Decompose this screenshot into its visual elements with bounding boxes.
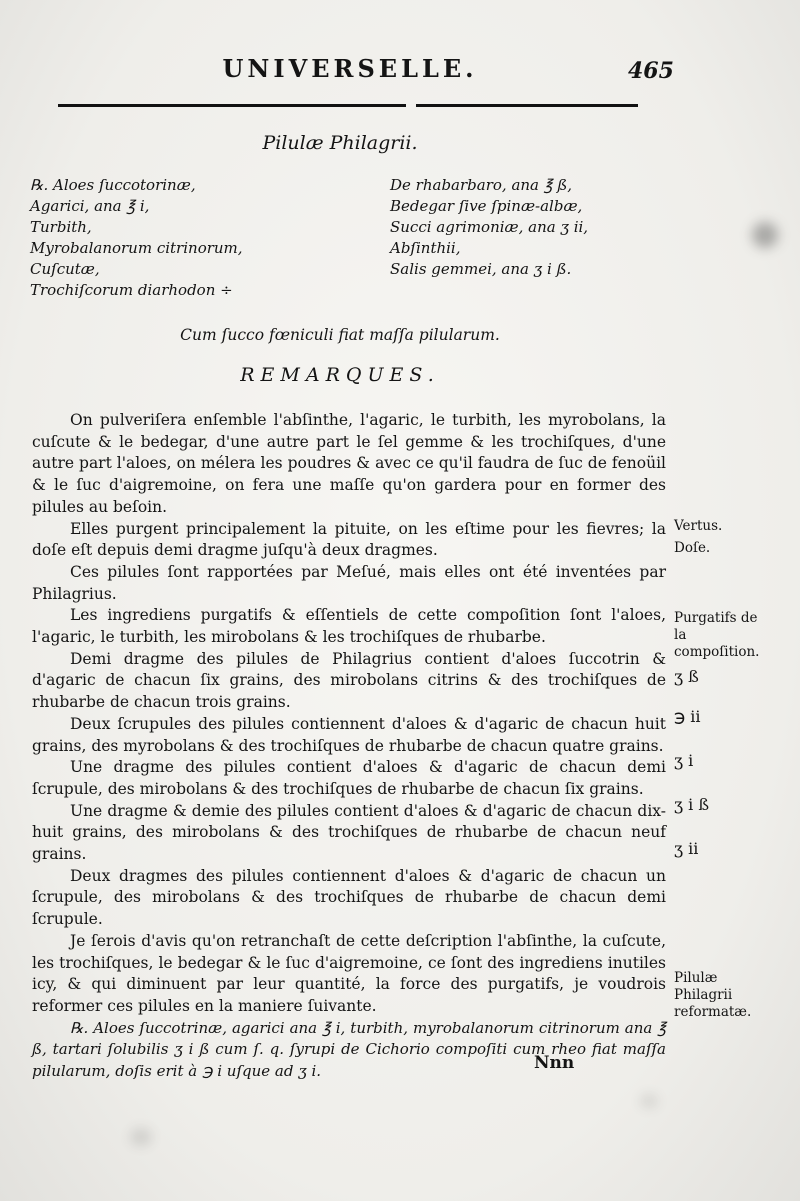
- margin-note-reformatae: Pilulæ Philagrii reformatæ.: [674, 970, 752, 1020]
- paragraph: Les ingrediens purgatifs & eſſentiels de cette compoſition ſont l'aloes, l'agaric, le turbith, les mirobolans & les trochiſques de rhubarbe.: [32, 606, 666, 647]
- paragraph: Demi dragme des pilules de Philagrius contient d'aloes ſuccotrin & d'agaric de chacun ſix grains, des mirobolans citrins & des trochiſques de rhubarbe de chacun trois grains.: [32, 649, 666, 712]
- margin-dose-one-dram: ʒ i: [674, 751, 694, 770]
- ingredient-line: Myrobalanorum citrinorum,: [30, 239, 243, 257]
- ingredient-line: Cuſcutæ,: [30, 260, 100, 278]
- remarks-heading: REMARQUES.: [240, 364, 440, 386]
- paragraph: Elles purgent principalement la pituite, on les eſtime pour les fievres; la doſe eſt depuis demi dragme juſqu'à deux dragmes.: [32, 519, 666, 560]
- paragraph: Je ſerois d'avis qu'on retranchaſt de cette deſcription l'abſinthe, la cuſcute, les trochiſques, le bedegar & le ſuc d'aigremoine, ce ſont des ingrediens inutiles icy, & qui diminuent par leur quantité, la force des purgatifs, je voudrois reformer ces pilules en la maniere ſuivante.: [32, 931, 666, 1015]
- margin-dose-one-half-dram: ʒ i ß: [674, 795, 710, 814]
- ingredient-line: Salis gemmei, ana ʒ i ß.: [390, 260, 572, 278]
- header-rule: [416, 104, 638, 107]
- ingredient-line: Trochiſcorum diarhodon ÷: [30, 281, 233, 299]
- ink-smudge: [640, 1094, 658, 1108]
- paragraph: Deux dragmes des pilules contiennent d'aloes & d'agaric de chacun un ſcrupule, des mirobolans & des trochiſques de rhubarbe de chacun demi ſcrupule.: [32, 866, 666, 929]
- margin-dose-two-drams: ʒ ii: [674, 839, 699, 858]
- recipe-ingredients-right: [390, 175, 588, 280]
- header-rule: [58, 104, 406, 107]
- ink-smudge: [752, 222, 778, 248]
- ingredient-line: Abſinthii,: [390, 239, 461, 257]
- ingredient-line: ℞. Aloes ſuccotorinæ,: [30, 176, 196, 194]
- remarks-body: [32, 410, 666, 1083]
- paragraph: Une dragme & demie des pilules contient d'aloes & d'agaric de chacun dix-huit grains, des mirobolans & des trochiſques de rhubarbe de chacun neuf grains.: [32, 801, 666, 864]
- paragraph: Une dragme des pilules contient d'aloes & d'agaric de chacun demi ſcrupule, des mirobolans & des trochiſques de rhubarbe de chacun ſix grains.: [32, 758, 666, 798]
- ingredient-line: Succi agrimoniæ, ana ʒ ii,: [390, 218, 589, 236]
- margin-note-dose: Doſe.: [674, 540, 711, 556]
- margin-dose-half-dram: ʒ ß: [674, 667, 699, 686]
- ink-smudge: [130, 1128, 152, 1146]
- margin-dose-two-scruples: ℈ ii: [674, 707, 701, 726]
- ingredient-line: De rhabarbaro, ana ℥ ß,: [390, 176, 572, 194]
- ingredient-line: Agarici, ana ℥ i,: [30, 197, 150, 215]
- ingredient-line: Bedegar ſive ſpinæ-albæ,: [390, 197, 583, 215]
- paragraph: On pulveriſera enſemble l'abſinthe, l'agaric, le turbith, les myrobolans, la cuſcute & le bedegar, d'une autre part le ſel gemme & les trochiſques, d'une autre part l'aloes, on mélera les poudres & avec ce qu'il faudra de ſuc de fenoüil & le ſuc d'aigremoine, on fera une maſſe qu'on gardera pour en former des pilules au beſoin.: [32, 411, 666, 516]
- recipe-instruction: Cum ſucco fœniculi fiat maſſa pilularum.: [180, 326, 500, 344]
- page-number: 465: [628, 58, 674, 84]
- margin-note-vertus: Vertus.: [674, 518, 723, 534]
- running-header: UNIVERSELLE.: [222, 54, 478, 83]
- recipe-ingredients-left: [30, 175, 243, 301]
- reformed-recipe: ℞. Aloes ſuccotrinæ, agarici ana ℥ i, turbith, myrobalanorum citrinorum ana ℥ ß, tartari ſolubilis ʒ i ß cum ſ. q. ſyrupi de Cichorio compoſiti cum rheo fiat maſſa pilularum, doſis erit à ℈ i uſque ad ʒ i.: [32, 1018, 666, 1081]
- signature-mark: Nnn: [534, 1053, 575, 1073]
- ingredient-line: Turbith,: [30, 218, 92, 236]
- recipe-title: Pilulæ Philagrii.: [262, 132, 418, 154]
- paragraph: Deux ſcrupules des pilules contiennent d'aloes & d'agaric de chacun huit grains, des myrobolans & des trochiſques de rhubarbe de chacun quatre grains.: [32, 714, 666, 755]
- paragraph: Ces pilules ſont rapportées par Meſué, mais elles ont été inventées par Philagrius.: [32, 562, 666, 603]
- margin-note-purgatifs: Purgatifs de la compoſition.: [674, 610, 760, 660]
